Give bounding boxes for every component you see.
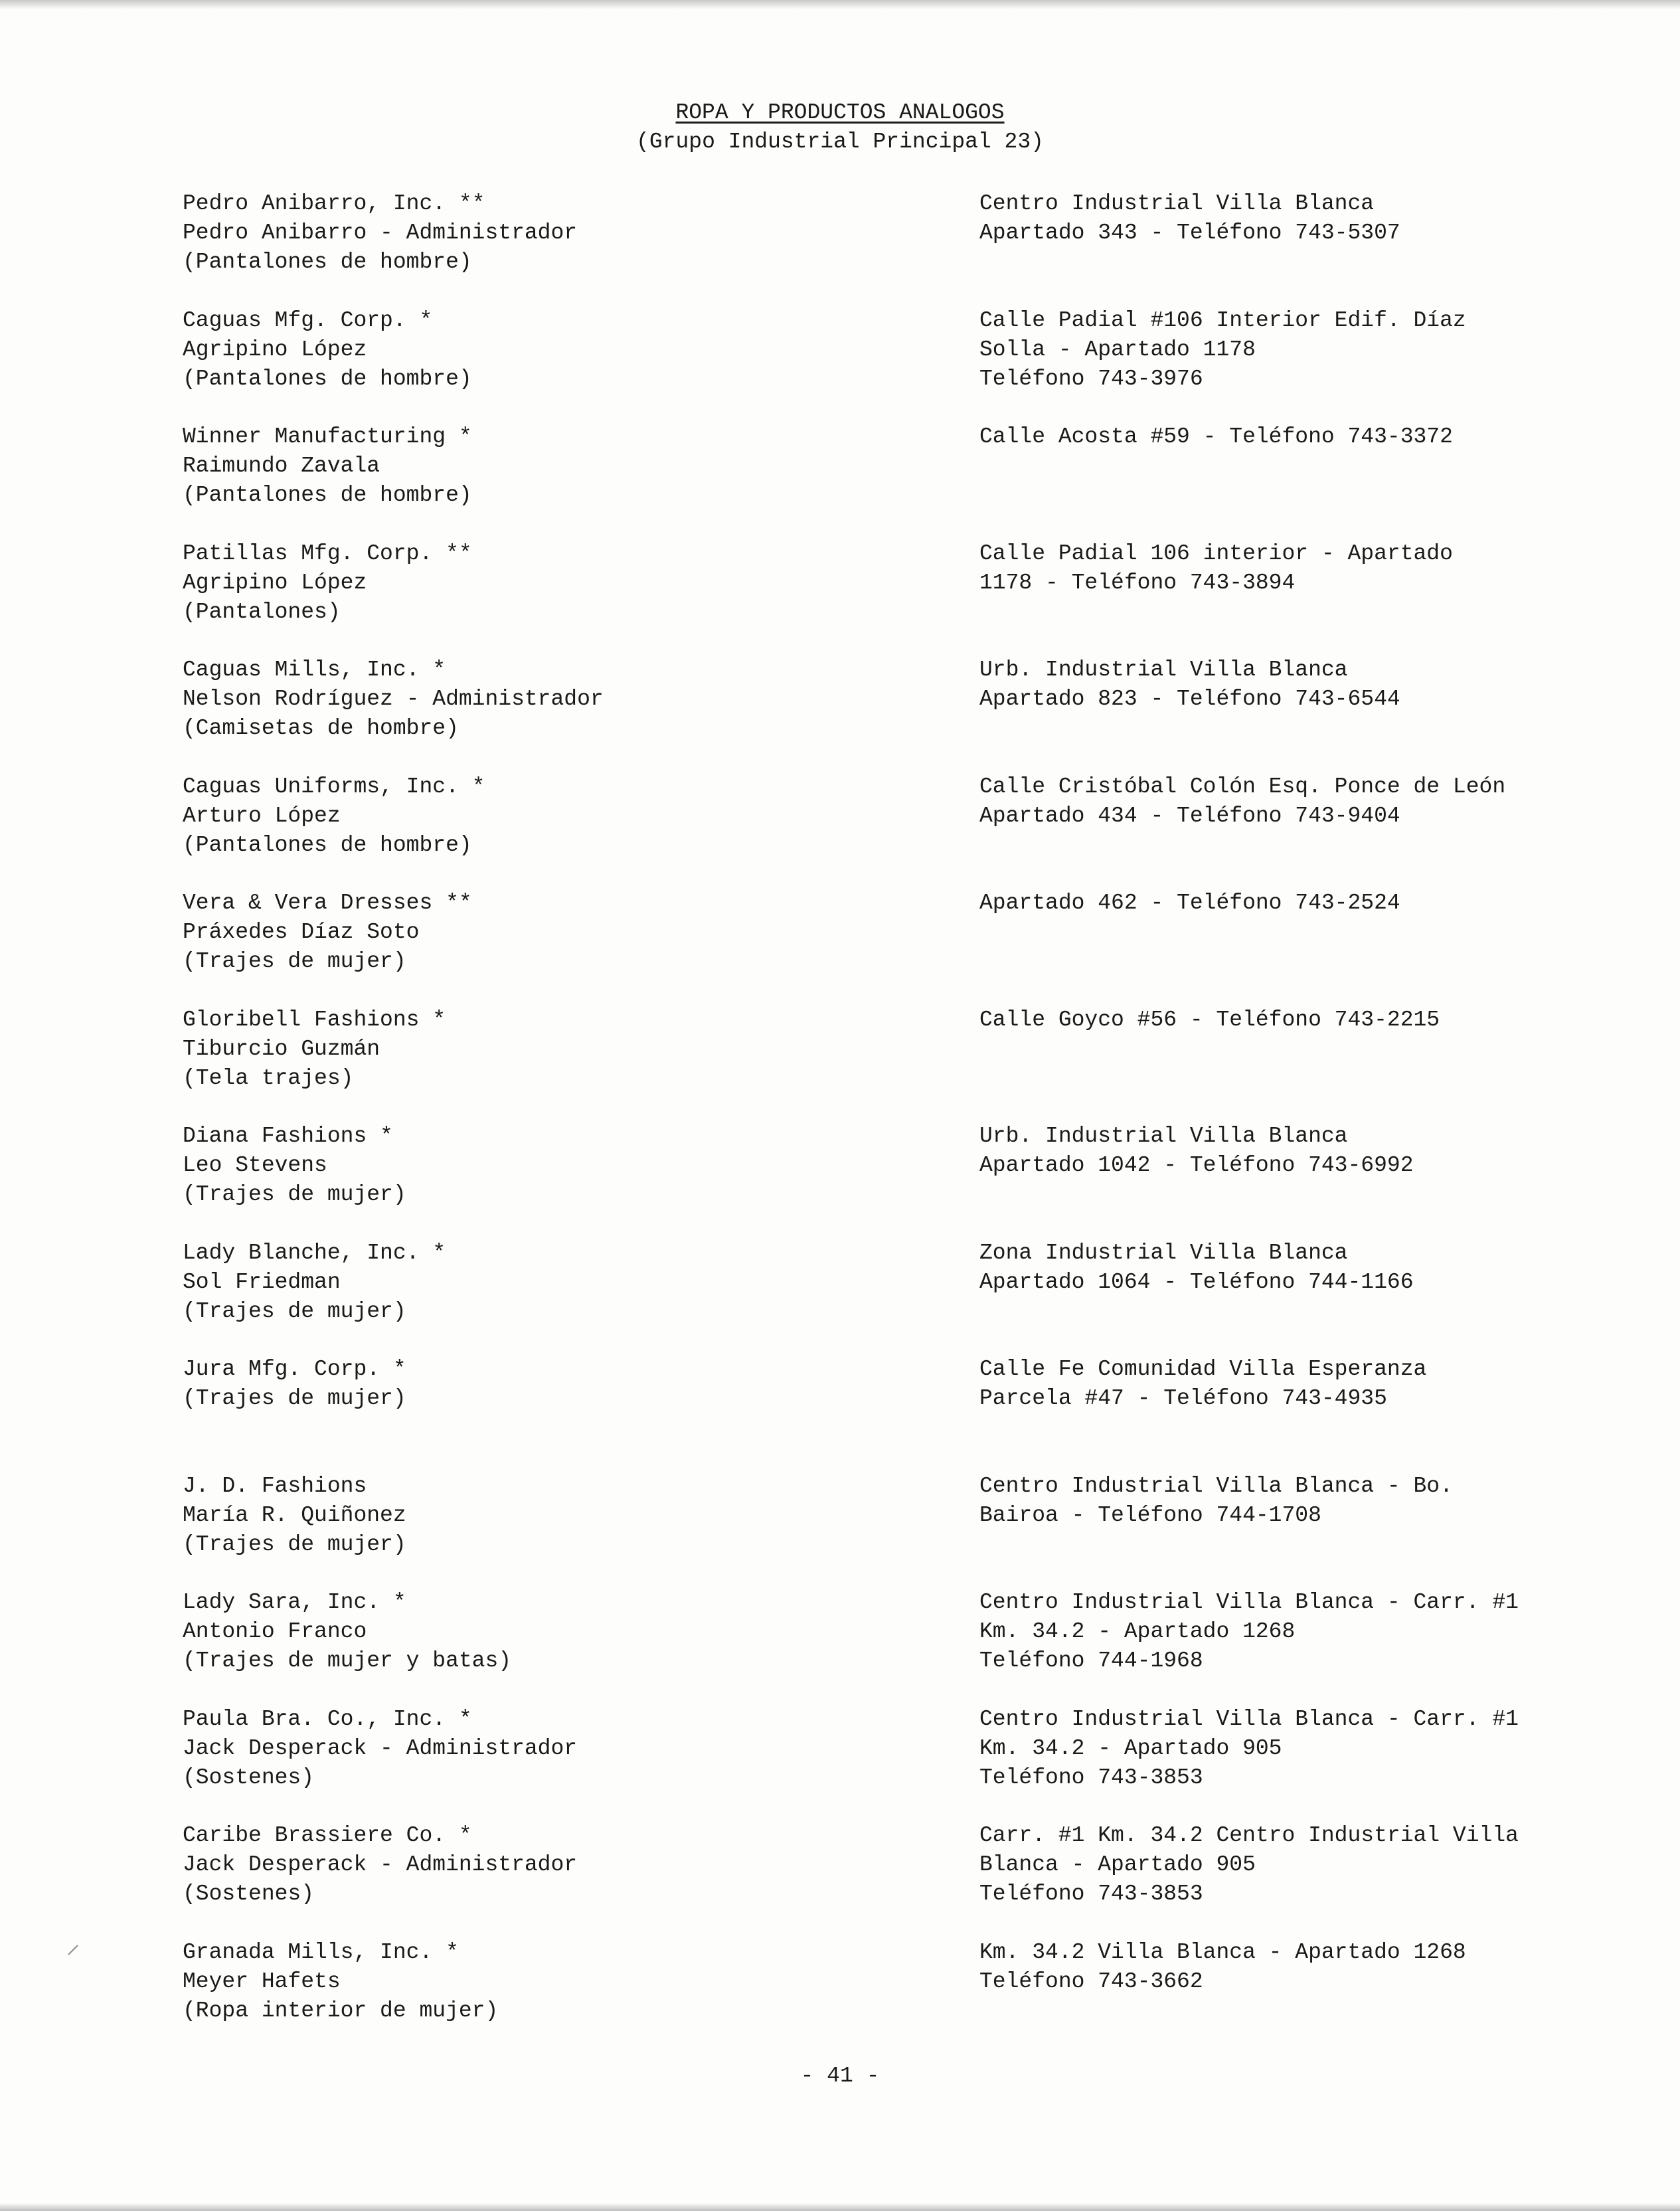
address-line: Teléfono 744-1968 [979,1648,1203,1673]
company-block [183,1821,946,1909]
contact-person: María R. Quiñonez [183,1503,406,1528]
document-header [0,98,1680,157]
company-name: Winner Manufacturing * [183,424,472,449]
scan-bottom-edge [0,2203,1680,2211]
address-line: Urb. Industrial Villa Blanca [979,658,1348,682]
address-line: Parcela #47 - Teléfono 743-4935 [979,1386,1387,1411]
contact-person: Nelson Rodríguez - Administrador [183,687,604,711]
address-line: Teléfono 743-3976 [979,367,1203,391]
address-line: Zona Industrial Villa Blanca [979,1241,1348,1265]
company-name: Patillas Mfg. Corp. ** [183,541,472,566]
address-line: Apartado 1064 - Teléfono 744-1166 [979,1270,1414,1294]
contact-person: Tiburcio Guzmán [183,1037,380,1061]
address-line: Teléfono 743-3853 [979,1882,1203,1906]
company-block [183,422,946,510]
product-type: (Pantalones) [183,600,341,624]
company-name: Vera & Vera Dresses ** [183,891,472,915]
address-block [979,1588,1643,1676]
address-line: Blanca - Apartado 905 [979,1852,1256,1877]
product-type: (Ropa interior de mujer) [183,1998,499,2023]
contact-person: Raimundo Zavala [183,454,380,478]
address-block [979,422,1643,452]
company-block [183,1355,946,1413]
contact-person: Práxedes Díaz Soto [183,920,420,944]
company-name: Paula Bra. Co., Inc. * [183,1707,472,1731]
address-line: Apartado 823 - Teléfono 743-6544 [979,687,1400,711]
address-line: Km. 34.2 - Apartado 1268 [979,1619,1296,1644]
company-name: Lady Blanche, Inc. * [183,1241,446,1265]
product-type: (Pantalones de hombre) [183,833,472,857]
company-block [183,1588,946,1676]
contact-person: Arturo López [183,804,341,828]
product-type: (Trajes de mujer) [183,949,406,974]
document-subtitle: (Grupo Industrial Principal 23) [636,130,1044,154]
company-block [183,1705,946,1793]
contact-person: Leo Stevens [183,1153,327,1178]
address-block [979,889,1643,918]
address-block [979,539,1643,598]
address-block [979,1355,1643,1413]
address-line: Calle Padial 106 interior - Apartado [979,541,1453,566]
address-line: Calle Padial #106 Interior Edif. Díaz [979,308,1466,333]
page-number: - 41 - [800,2064,880,2088]
contact-person: Meyer Hafets [183,1969,341,1994]
company-name: Caribe Brassiere Co. * [183,1823,472,1848]
address-block [979,1006,1643,1035]
address-block [979,656,1643,714]
address-line: Bairoa - Teléfono 744-1708 [979,1503,1321,1528]
company-name: Caguas Uniforms, Inc. * [183,774,485,799]
address-line: Centro Industrial Villa Blanca [979,191,1375,216]
company-block [183,656,946,743]
company-block [183,189,946,277]
company-name: Caguas Mills, Inc. * [183,658,446,682]
contact-person: Sol Friedman [183,1270,341,1294]
address-block [979,1472,1643,1530]
product-type: (Trajes de mujer y batas) [183,1648,512,1673]
address-line: Teléfono 743-3662 [979,1969,1203,1994]
product-type: (Sostenes) [183,1882,315,1906]
address-line: Centro Industrial Villa Blanca - Carr. #1 [979,1590,1519,1615]
address-block [979,189,1643,248]
address-line: Calle Fe Comunidad Villa Esperanza [979,1357,1427,1381]
product-type: (Trajes de mujer) [183,1299,406,1324]
company-name: Lady Sara, Inc. * [183,1590,406,1615]
product-type: (Trajes de mujer) [183,1386,406,1411]
company-name: J. D. Fashions [183,1474,367,1498]
address-line: Apartado 1042 - Teléfono 743-6992 [979,1153,1414,1178]
address-line: Calle Goyco #56 - Teléfono 743-2215 [979,1008,1440,1032]
scan-mark [68,1945,78,1955]
contact-person: Pedro Anibarro - Administrador [183,221,578,245]
company-name: Caguas Mfg. Corp. * [183,308,433,333]
product-type: (Pantalones de hombre) [183,250,472,274]
product-type: (Trajes de mujer) [183,1182,406,1207]
address-block [979,1122,1643,1180]
contact-person: Jack Desperack - Administrador [183,1852,578,1877]
address-line: Calle Acosta #59 - Teléfono 743-3372 [979,424,1453,449]
address-block [979,1239,1643,1297]
address-line: Km. 34.2 - Apartado 905 [979,1736,1282,1761]
company-name: Gloribell Fashions * [183,1008,446,1032]
product-type: (Sostenes) [183,1765,315,1790]
company-block [183,1122,946,1209]
scan-top-edge [0,0,1680,9]
address-line: Urb. Industrial Villa Blanca [979,1124,1348,1148]
address-block [979,1821,1643,1909]
company-name: Pedro Anibarro, Inc. ** [183,191,485,216]
address-block [979,1705,1643,1793]
company-block [183,1006,946,1093]
address-line: Apartado 343 - Teléfono 743-5307 [979,221,1400,245]
address-block [979,772,1643,831]
product-type: (Camisetas de hombre) [183,716,459,741]
company-block [183,889,946,976]
address-line: Calle Cristóbal Colón Esq. Ponce de León [979,774,1506,799]
product-type: (Pantalones de hombre) [183,483,472,507]
product-type: (Tela trajes) [183,1066,354,1091]
address-line: Centro Industrial Villa Blanca - Bo. [979,1474,1453,1498]
company-name: Granada Mills, Inc. * [183,1940,459,1965]
address-block [979,1938,1643,1996]
company-name: Diana Fashions * [183,1124,393,1148]
contact-person: Agripino López [183,337,367,362]
address-line: Km. 34.2 Villa Blanca - Apartado 1268 [979,1940,1466,1965]
address-line: Carr. #1 Km. 34.2 Centro Industrial Villa [979,1823,1519,1848]
address-line: Apartado 462 - Teléfono 743-2524 [979,891,1400,915]
company-block [183,1472,946,1559]
address-line: 1178 - Teléfono 743-3894 [979,571,1296,595]
company-name: Jura Mfg. Corp. * [183,1357,406,1381]
address-line: Teléfono 743-3853 [979,1765,1203,1790]
document-title: ROPA Y PRODUCTOS ANALOGOS [675,100,1005,125]
address-line: Solla - Apartado 1178 [979,337,1256,362]
product-type: (Pantalones de hombre) [183,367,472,391]
contact-person: Agripino López [183,571,367,595]
company-block [183,539,946,627]
address-line: Apartado 434 - Teléfono 743-9404 [979,804,1400,828]
company-block [183,1239,946,1326]
product-type: (Trajes de mujer) [183,1532,406,1557]
company-block [183,1938,946,2026]
contact-person: Antonio Franco [183,1619,367,1644]
contact-person: Jack Desperack - Administrador [183,1736,578,1761]
company-block [183,772,946,860]
address-block [979,306,1643,394]
address-line: Centro Industrial Villa Blanca - Carr. #1 [979,1707,1519,1731]
company-block [183,306,946,394]
